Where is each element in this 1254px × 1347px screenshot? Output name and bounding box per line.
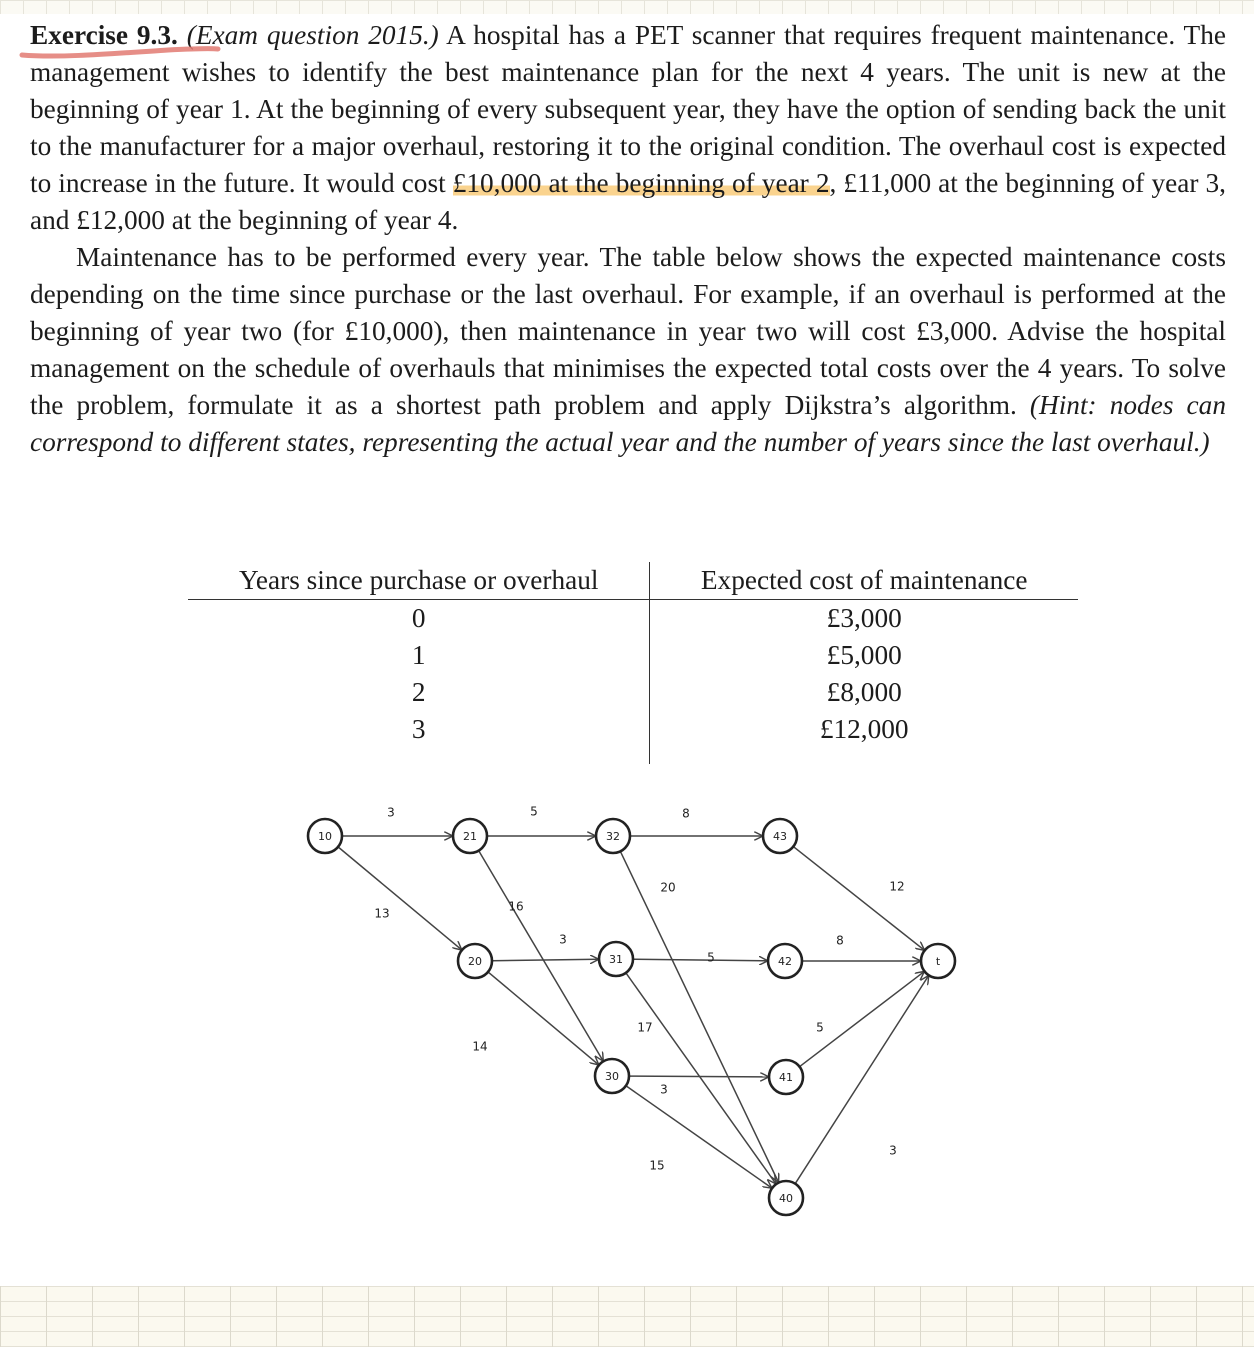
edge-43-t [793,847,924,950]
node-label: 20 [468,955,482,968]
edge-weight-label: 3 [387,805,395,820]
node-label: 30 [605,1070,619,1083]
cell-cost: £12,000 [819,714,909,744]
cell-years: 3 [188,711,650,764]
edge-weight-label: 5 [816,1020,824,1035]
header-cost: Expected cost of maintenance [650,562,1078,600]
cell-cost: £5,000 [826,640,902,670]
node-label: 21 [463,830,477,843]
node-label: 31 [609,953,623,966]
cell-years: 1 [188,637,650,674]
highlighted-text: £10,000 at the beginning of year 2 [452,168,830,198]
edge-weight-label: 16 [508,899,524,914]
edge-weight-label: 5 [530,804,538,819]
node-label: 43 [773,830,787,843]
exercise-hint: (Hint: nodes can correspond to different states, representing the actual year and the number of years since the last overhaul.) [30,390,1226,457]
paragraph-2-body: Maintenance has to be performed every year. The table below shows the expected maintenance costs depending on the time since purchase or the last overhaul. For example, if an overhaul is performed at the beginning of year two (for £10,000), then maintenance in year two will cost £3,000. Advise the hospital management on the schedule of overhauls that minimises the expected total costs over the 4 years. To solve the problem, formulate it as a shortest path problem and apply Dijkstra’s algorithm. [30,242,1226,420]
exercise-label: Exercise 9.3. [30,20,178,50]
node-label: 40 [779,1192,793,1205]
edge-21-30 [479,851,603,1061]
edge-31-42 [633,959,767,961]
edge-weight-label: 8 [682,806,690,821]
edge-30-41 [629,1076,768,1077]
edge-weight-label: 12 [889,879,905,894]
node-label: 42 [778,955,792,968]
header-years: Years since purchase or overhaul [188,562,650,600]
node-label: 32 [606,830,620,843]
node-label: t [935,955,941,968]
edge-weight-label: 17 [637,1020,653,1035]
cell-years: 0 [188,600,650,638]
edge-weight-label: 14 [472,1039,488,1054]
edge-20-31 [492,959,598,961]
cell-years: 2 [188,674,650,711]
edge-30-40 [626,1086,771,1188]
paragraph-1-part-b: , £11,000 at the beginning of year 3, and £12,000 at the beginning of year 4. [30,168,1226,235]
cell-cost: £3,000 [826,603,902,633]
notebook-grid-strip [0,1286,1254,1347]
edge-32-40 [620,851,778,1181]
edge-40-t [795,976,928,1184]
edge-31-40 [626,973,776,1183]
edge-weight-label: 8 [836,933,844,948]
cell-cost: £8,000 [826,677,902,707]
edge-weight-label: 5 [707,950,715,965]
edge-weight-label: 15 [649,1158,665,1173]
edge-10-20 [338,847,461,950]
node-label: 10 [318,830,332,843]
edge-weight-label: 3 [660,1082,668,1097]
edge-20-30 [488,972,598,1064]
node-label: 41 [779,1071,793,1084]
edge-weight-label: 20 [660,880,676,895]
edge-weight-label: 3 [889,1143,897,1158]
edge-weight-label: 13 [374,906,390,921]
paragraph-1-part-a: A hospital has a PET scanner that requires frequent maintenance. The management wishes to identify the best maintenance plan for the next 4 years. The unit is new at the beginning of year 1. At the beginning of every subsequent year, they have the option of sending back the unit to the manufacturer for a major overhaul, restoring it to the original condition. The overhaul cost is expected to increase in the future. It would cost [30,20,1226,198]
edge-41-t [800,972,924,1067]
edge-weight-label: 3 [559,932,567,947]
exercise-source: (Exam question 2015.) [186,20,439,50]
